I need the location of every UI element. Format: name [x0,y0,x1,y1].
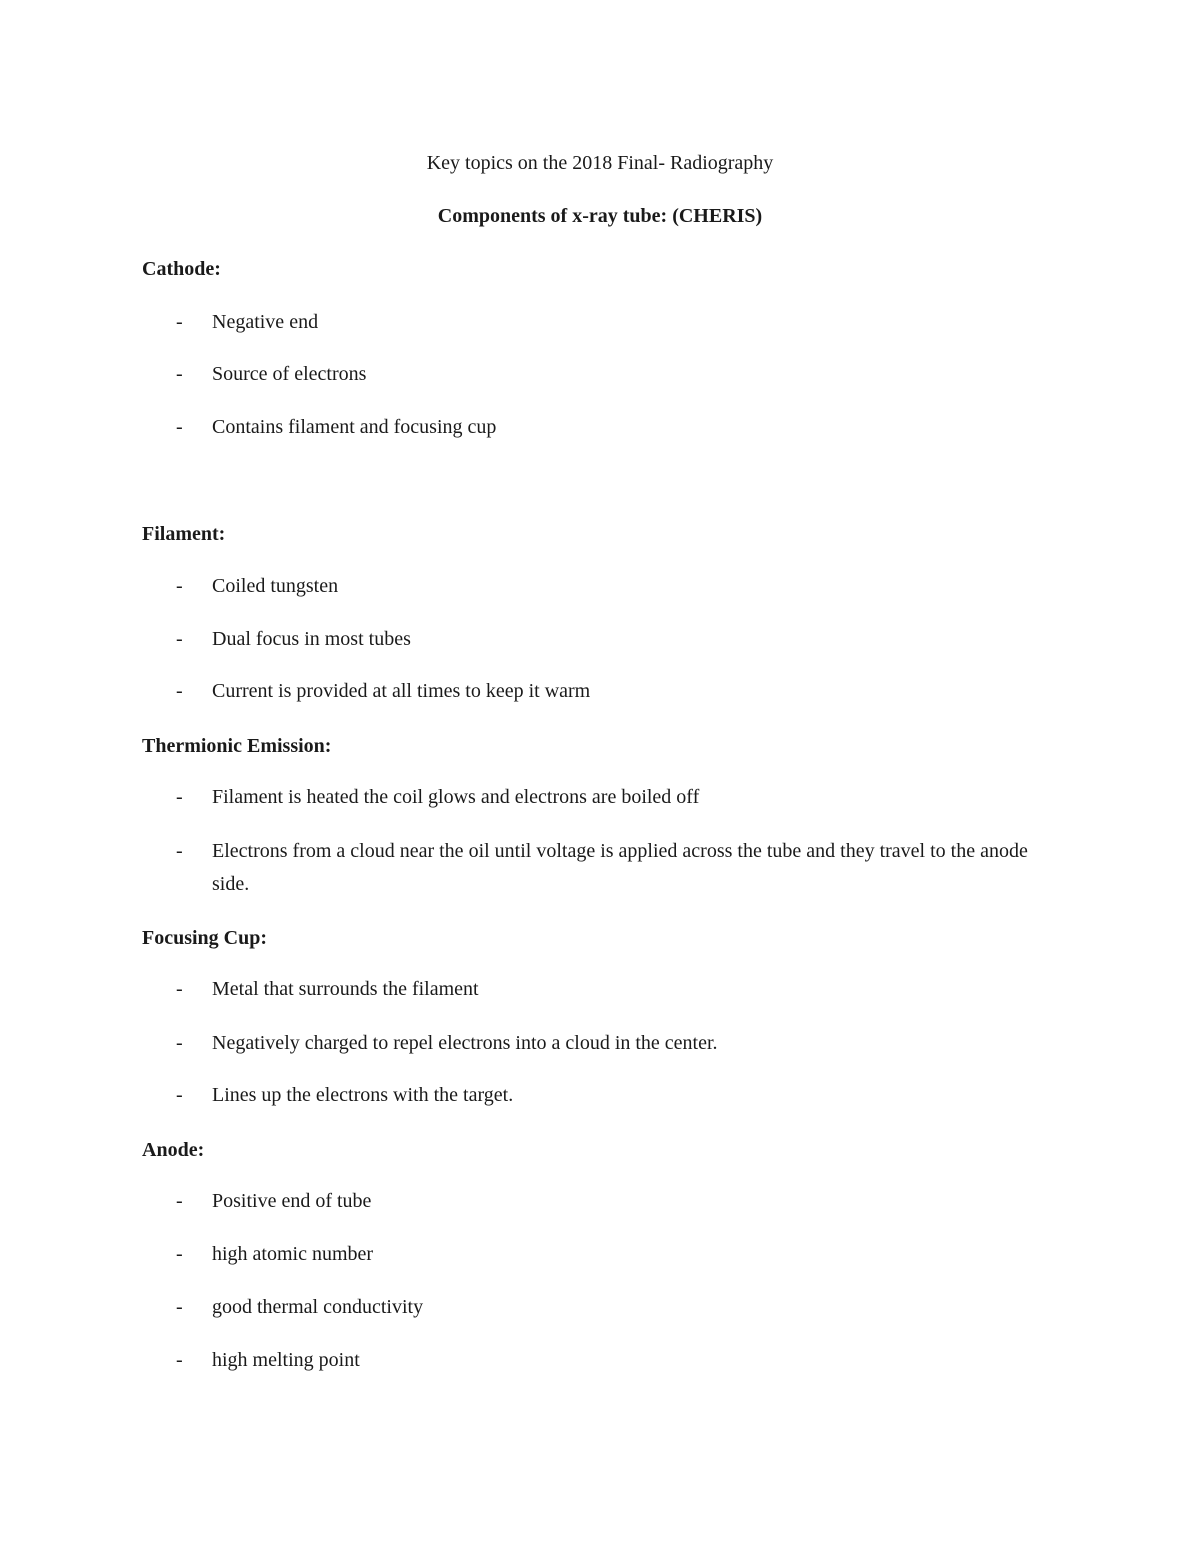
bullet-dash: - [176,628,183,650]
section-heading-thermionic-emission: Thermionic Emission: [142,735,332,757]
list-item-text: Filament is heated the coil glows and electrons are boiled off [212,786,700,808]
bullet-dash: - [176,575,183,597]
bullet-dash: - [176,840,183,862]
list-item-text: good thermal conductivity [212,1296,424,1318]
bullet-dash: - [176,1349,183,1371]
document-title: Key topics on the 2018 Final- Radiography [426,152,774,174]
bullet-dash: - [176,680,183,702]
document-subtitle: Components of x-ray tube: (CHERIS) [437,205,763,227]
bullet-dash: - [176,1296,183,1318]
bullet-dash: - [176,978,183,1000]
bullet-dash: - [176,786,183,808]
section-heading-cathode: Cathode: [142,258,221,280]
bullet-dash: - [176,1032,183,1054]
list-item-text: high atomic number [212,1243,374,1265]
bullet-dash: - [176,416,183,438]
list-item-text: Metal that surrounds the filament [212,978,479,1000]
list-item-text: Current is provided at all times to keep it warm [212,680,591,702]
section-heading-anode: Anode: [142,1139,205,1161]
list-item-text: Source of electrons [212,363,367,385]
list-item-text: Dual focus in most tubes [212,628,411,650]
list-item-text: Coiled tungsten [212,575,339,597]
section-heading-focusing-cup: Focusing Cup: [142,927,268,949]
bullet-dash: - [176,1190,183,1212]
section-heading-filament: Filament: [142,523,226,545]
list-item-text: high melting point [212,1349,360,1371]
list-item-text: Electrons from a cloud near the oil until voltage is applied across the tube and they travel to the anode side. [212,840,1028,895]
list-item-text: Contains filament and focusing cup [212,416,497,438]
bullet-dash: - [176,1084,183,1106]
list-item-text: Lines up the electrons with the target. [212,1084,514,1106]
list-item-text: Negatively charged to repel electrons into a cloud in the center. [212,1032,718,1054]
list-item-text: Negative end [212,311,319,333]
bullet-dash: - [176,311,183,333]
bullet-dash: - [176,363,183,385]
bullet-dash: - [176,1243,183,1265]
list-item-text: Positive end of tube [212,1190,372,1212]
